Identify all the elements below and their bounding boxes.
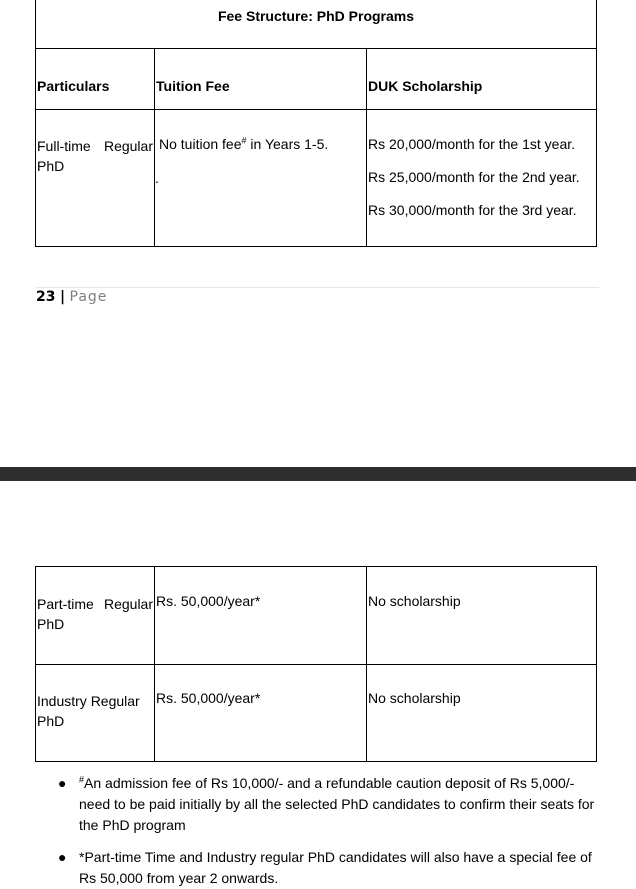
- page-label: Page: [69, 289, 108, 305]
- note-admission-fee: [79, 773, 599, 836]
- tuition-text: No tuition fee: [159, 136, 242, 152]
- note-text: An admission fee of Rs 10,000/- and a refundable caution deposit of Rs 5,000/- need to be paid initially by all the selected PhD candidates to confirm their seats for the PhD program: [79, 775, 595, 833]
- row-industry-tuition: Rs. 50,000/year*: [156, 690, 261, 706]
- header-duk-scholarship: DUK Scholarship: [368, 78, 483, 94]
- row-industry-particulars: Industry Regular PhD: [37, 693, 140, 729]
- header-row-divider: [36, 48, 596, 49]
- tuition-dot: .: [155, 170, 159, 186]
- tuition-text-end: in Years 1-5.: [246, 136, 329, 152]
- page-separator-bar: [0, 467, 636, 481]
- hash-footnote-mark: #: [241, 135, 247, 146]
- note-text: *Part-time Time and Industry regular PhD candidates will also have a special fee of Rs 50,000 from year 2 onwards.: [79, 849, 592, 886]
- row-part-time-scholarship: No scholarship: [368, 593, 461, 609]
- hash-footnote-mark: #: [79, 774, 85, 785]
- scholarship-year-2: Rs 25,000/month for the 2nd year.: [368, 169, 580, 185]
- page-number: [36, 289, 107, 305]
- page-separator: |: [59, 289, 66, 305]
- column-divider: [154, 48, 155, 246]
- row-particulars: Full-time Regular PhD: [37, 138, 153, 174]
- scholarship-year-1: Rs 20,000/month for the 1st year.: [368, 136, 576, 152]
- row-tuition-fee: [159, 134, 364, 154]
- note-special-fee: [79, 847, 599, 889]
- row-industry-scholarship: No scholarship: [368, 690, 461, 706]
- row-part-time-tuition: Rs. 50,000/year*: [156, 593, 261, 609]
- footer-rule: [36, 287, 599, 288]
- header-particulars: Particulars: [37, 78, 110, 94]
- bullet-icon: ●: [58, 775, 67, 791]
- table-title: Fee Structure: PhD Programs: [217, 8, 415, 24]
- column-divider: [366, 48, 367, 246]
- row-divider: [36, 664, 596, 665]
- scholarship-year-3: Rs 30,000/month for the 3rd year.: [368, 202, 577, 218]
- page-number-value: 23: [36, 289, 56, 305]
- row-part-time-particulars: Part-time Regular PhD: [37, 596, 153, 632]
- header-tuition-fee: Tuition Fee: [156, 78, 230, 94]
- row-divider: [36, 109, 596, 110]
- bullet-icon: ●: [58, 849, 67, 865]
